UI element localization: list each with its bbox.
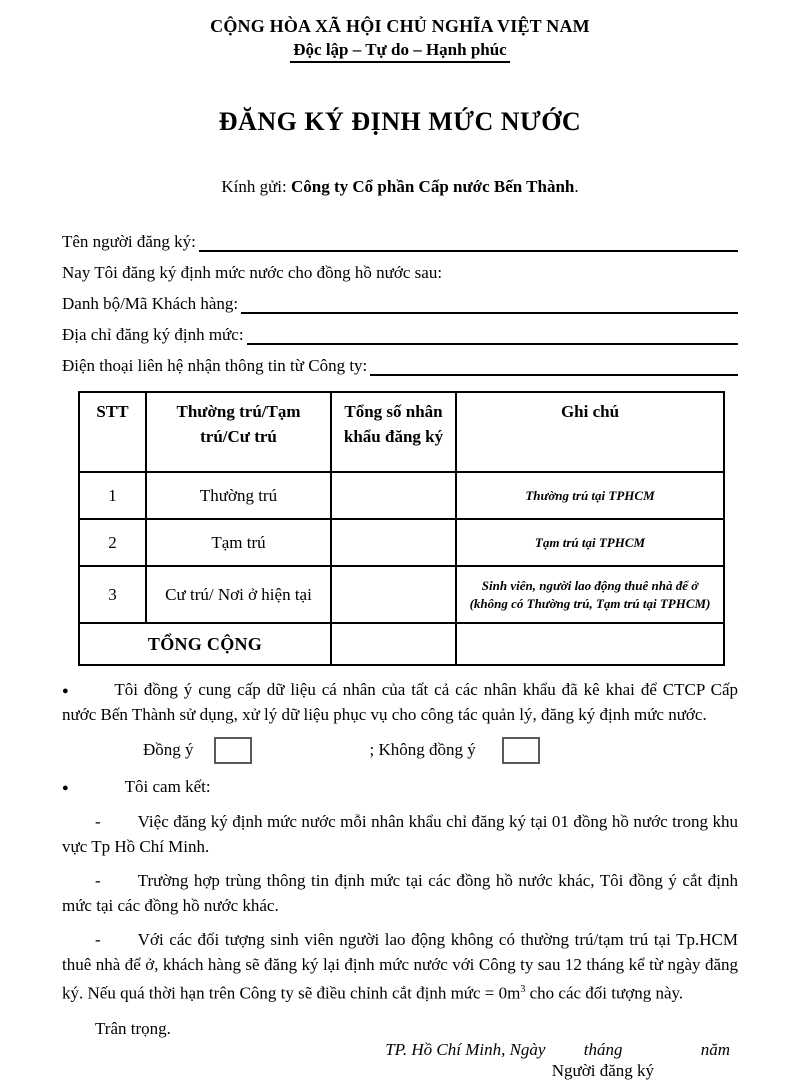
total-row-label: TỔNG CỘNG: [79, 623, 331, 665]
commitment-item-2: [62, 868, 738, 918]
national-motto: Độc lập – Tự do – Hạnh phúc: [290, 40, 509, 63]
customer-code-label: Danh bộ/Mã Khách hàng:: [62, 294, 239, 313]
dash-icon: -: [95, 871, 101, 890]
commitment-item-3-text: Với các đối tượng sinh viên người lao động không có thường trú/tạm trú tại Tp.HCM thuê nhà để ở, khách hàng sẽ đăng ký lại định mức nước với Công ty sau 12 tháng kể từ ngày đăng ký. Nếu quá thời hạn trên Công ty sẽ điều chỉnh cắt định mức = 0m: [62, 930, 738, 1003]
national-title: CỘNG HÒA XÃ HỘI CHỦ NGHĨA VIỆT NAM: [210, 16, 590, 36]
cell-residence: Thường trú: [146, 472, 331, 519]
quota-address-label: Địa chỉ đăng ký định mức:: [62, 325, 244, 344]
salutation-company: Công ty Cổ phần Cấp nước Bến Thành: [291, 177, 575, 196]
consent-text: Tôi đồng ý cung cấp dữ liệu cá nhân của tất cả các nhân khẩu đã kê khai để CTCP Cấp nước Bến Thành sử dụng, xử lý dữ liệu phục vụ cho công tác quản lý, đăng ký định mức nước.: [62, 680, 738, 724]
dash-icon: -: [95, 930, 101, 949]
header-residence-type: Thường trú/Tạm trú/Cư trú: [146, 392, 331, 472]
bullet-icon: ●: [62, 685, 71, 697]
table-total-row: [79, 623, 724, 665]
header-stt: STT: [79, 392, 146, 472]
disagree-label: ; Không đồng ý: [369, 740, 476, 759]
signature-place: TP. Hồ Chí Minh, Ngày: [385, 1039, 546, 1059]
field-contact-phone: [62, 345, 738, 376]
agree-checkbox[interactable]: [214, 737, 252, 764]
cell-stt: 2: [79, 519, 146, 566]
cell-note: Thường trú tại TPHCM: [456, 472, 724, 519]
cell-note: Tạm trú tại TPHCM: [456, 519, 724, 566]
signer-title: Người đăng ký: [551, 1060, 654, 1080]
commitment-item-1-text: Việc đăng ký định mức nước mỗi nhân khẩu chỉ đăng ký tại 01 đồng hồ nước trong khu vực Tp Hồ Chí Minh.: [62, 812, 738, 856]
table-row: [79, 519, 724, 566]
national-motto-wrap: [62, 40, 738, 63]
field-registrant-name: [62, 221, 738, 252]
consent-paragraph: [62, 678, 738, 726]
salutation-prefix: Kính gửi:: [221, 177, 292, 196]
cell-stt: 3: [79, 566, 146, 623]
national-header: [62, 16, 738, 63]
cell-residence: Cư trú/ Nơi ở hiện tại: [146, 566, 331, 623]
total-note-cell: [456, 623, 724, 665]
cell-total-input[interactable]: [331, 519, 456, 566]
cell-residence: Tạm trú: [146, 519, 331, 566]
salutation-suffix: .: [574, 177, 579, 196]
customer-code-input[interactable]: [241, 308, 738, 314]
field-quota-address: [62, 314, 738, 345]
cubic-meter-superscript: 3: [520, 984, 526, 995]
cell-note: Sinh viên, người lao động thuê nhà để ở (không có Thường trú, Tạm trú tại TPHCM): [456, 566, 724, 623]
agree-label: Đồng ý: [143, 740, 194, 759]
header-note: Ghi chú: [456, 392, 724, 472]
cell-total-input[interactable]: [331, 566, 456, 623]
closing-regards: Trân trọng.: [95, 1018, 171, 1038]
commitment-heading-line: [62, 775, 738, 800]
fields-section: [62, 221, 738, 376]
table-header-row: [79, 392, 724, 472]
contact-phone-label: Điện thoại liên hệ nhận thông tin từ Công ty:: [62, 356, 368, 375]
form-title: ĐĂNG KÝ ĐỊNH MỨC NƯỚC: [218, 107, 582, 136]
cell-total-input[interactable]: [331, 472, 456, 519]
signature-month-word: tháng: [583, 1039, 623, 1059]
salutation: [62, 177, 738, 197]
registrant-name-label: Tên người đăng ký:: [62, 232, 196, 251]
header-total-persons: Tổng số nhân khẩu đăng ký: [331, 392, 456, 472]
registrant-name-input[interactable]: [199, 246, 738, 252]
quota-table: [78, 391, 725, 666]
consent-checkbox-row: [62, 735, 738, 765]
commitment-heading: Tôi cam kết:: [124, 777, 211, 796]
total-sum-input[interactable]: [331, 623, 456, 665]
intro-line: Nay Tôi đăng ký định mức nước cho đồng hồ nước sau:: [62, 263, 443, 282]
quota-address-input[interactable]: [247, 339, 738, 345]
cell-stt: 1: [79, 472, 146, 519]
commitment-item-2-text: Trường hợp trùng thông tin định mức tại các đồng hồ nước khác, Tôi đồng ý cắt định mức tại các đồng hồ nước khác.: [62, 871, 738, 915]
field-customer-code: [62, 283, 738, 314]
contact-phone-input[interactable]: [370, 370, 738, 376]
table-row: [79, 472, 724, 519]
table-row: [79, 566, 724, 623]
bullet-icon: ●: [62, 782, 69, 794]
commitment-item-3-text-end: cho các đối tượng này.: [525, 983, 684, 1003]
dash-icon: -: [95, 812, 101, 831]
disagree-checkbox[interactable]: [502, 737, 540, 764]
commitment-item-1: [62, 809, 738, 859]
signature-year-word: năm: [700, 1039, 730, 1059]
commitment-item-3: [62, 927, 738, 1006]
